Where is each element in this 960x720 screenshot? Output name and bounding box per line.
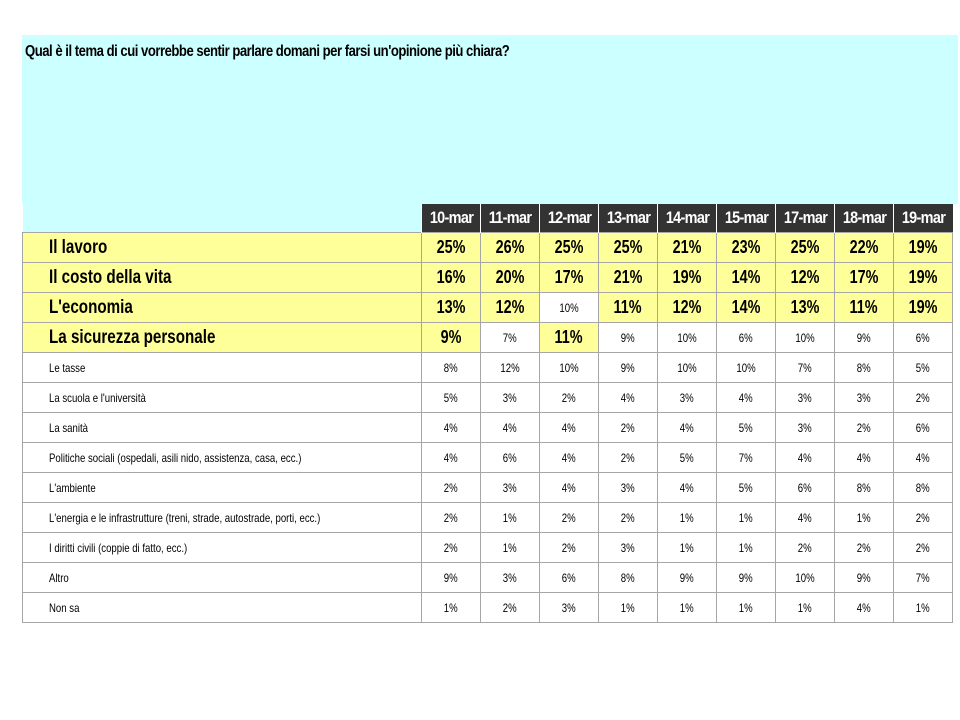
value-cell: 2% — [540, 533, 599, 563]
value-cell: 6% — [894, 323, 953, 353]
value-cell: 9% — [422, 563, 481, 593]
value-cell: 4% — [540, 443, 599, 473]
value-cell: 6% — [776, 473, 835, 503]
table-row — [23, 593, 953, 623]
value-cell: 2% — [776, 533, 835, 563]
value-cell: 3% — [835, 383, 894, 413]
date-header: 17-mar — [776, 204, 835, 233]
value-cell: 5% — [422, 383, 481, 413]
date-header: 14-mar — [658, 204, 717, 233]
value-cell: 20% — [481, 263, 540, 293]
value-cell: 3% — [540, 593, 599, 623]
value-cell: 4% — [835, 443, 894, 473]
value-cell: 4% — [599, 383, 658, 413]
value-cell: 8% — [835, 473, 894, 503]
date-header: 13-mar — [599, 204, 658, 233]
value-cell: 25% — [422, 233, 481, 263]
value-cell: 2% — [422, 503, 481, 533]
value-cell: 12% — [776, 263, 835, 293]
value-cell: 2% — [422, 533, 481, 563]
value-cell: 9% — [658, 563, 717, 593]
value-cell: 26% — [481, 233, 540, 263]
value-cell: 3% — [599, 533, 658, 563]
value-cell: 9% — [835, 563, 894, 593]
value-cell: 4% — [776, 443, 835, 473]
value-cell: 12% — [658, 293, 717, 323]
row-label: La sicurezza personale — [23, 323, 422, 353]
value-cell: 10% — [540, 353, 599, 383]
value-cell: 6% — [894, 413, 953, 443]
table-row — [23, 413, 953, 443]
value-cell: 1% — [717, 533, 776, 563]
date-header: 12-mar — [540, 204, 599, 233]
value-cell: 6% — [481, 443, 540, 473]
value-cell: 9% — [835, 323, 894, 353]
value-cell: 4% — [835, 593, 894, 623]
value-cell: 1% — [776, 593, 835, 623]
value-cell: 1% — [717, 593, 776, 623]
value-cell: 8% — [422, 353, 481, 383]
value-cell: 4% — [422, 443, 481, 473]
value-cell: 13% — [776, 293, 835, 323]
table-row — [23, 563, 953, 593]
value-cell: 7% — [481, 323, 540, 353]
value-cell: 3% — [599, 473, 658, 503]
value-cell: 1% — [658, 503, 717, 533]
value-cell: 8% — [599, 563, 658, 593]
value-cell: 3% — [481, 473, 540, 503]
value-cell: 12% — [481, 293, 540, 323]
value-cell: 3% — [481, 383, 540, 413]
date-header: 18-mar — [835, 204, 894, 233]
value-cell: 4% — [658, 473, 717, 503]
value-cell: 12% — [481, 353, 540, 383]
poll-table — [22, 204, 953, 623]
value-cell: 2% — [894, 503, 953, 533]
row-label: L'economia — [23, 293, 422, 323]
value-cell: 5% — [717, 413, 776, 443]
value-cell: 2% — [599, 413, 658, 443]
date-header: 10-mar — [422, 204, 481, 233]
poll-table-frame — [22, 35, 958, 637]
value-cell: 3% — [481, 563, 540, 593]
value-cell: 6% — [717, 323, 776, 353]
value-cell: 22% — [835, 233, 894, 263]
row-label: Le tasse — [23, 353, 422, 383]
value-cell: 10% — [717, 353, 776, 383]
value-cell: 14% — [717, 263, 776, 293]
value-cell: 14% — [717, 293, 776, 323]
value-cell: 5% — [894, 353, 953, 383]
value-cell: 2% — [540, 383, 599, 413]
value-cell: 2% — [835, 533, 894, 563]
value-cell: 9% — [599, 323, 658, 353]
value-cell: 19% — [658, 263, 717, 293]
value-cell: 4% — [422, 413, 481, 443]
row-label: I diritti civili (coppie di fatto, ecc.) — [23, 533, 422, 563]
value-cell: 2% — [599, 443, 658, 473]
value-cell: 1% — [894, 593, 953, 623]
title-panel — [22, 35, 958, 204]
row-label: L'energia e le infrastrutture (treni, strade, autostrade, porti, ecc.) — [23, 503, 422, 533]
row-label: Politiche sociali (ospedali, asili nido, assistenza, casa, ecc.) — [23, 443, 422, 473]
row-label: Il lavoro — [23, 233, 422, 263]
value-cell: 4% — [717, 383, 776, 413]
value-cell: 25% — [776, 233, 835, 263]
value-cell: 6% — [540, 563, 599, 593]
value-cell: 3% — [658, 383, 717, 413]
value-cell: 1% — [658, 593, 717, 623]
date-header-row — [23, 204, 953, 233]
value-cell: 9% — [422, 323, 481, 353]
table-row — [23, 233, 953, 263]
table-row — [23, 533, 953, 563]
value-cell: 10% — [776, 563, 835, 593]
value-cell: 4% — [540, 413, 599, 443]
row-label: La sanità — [23, 413, 422, 443]
value-cell: 4% — [658, 413, 717, 443]
value-cell: 4% — [481, 413, 540, 443]
value-cell: 10% — [776, 323, 835, 353]
table-row — [23, 323, 953, 353]
value-cell: 25% — [599, 233, 658, 263]
value-cell: 23% — [717, 233, 776, 263]
value-cell: 4% — [776, 503, 835, 533]
value-cell: 2% — [481, 593, 540, 623]
date-header: 19-mar — [894, 204, 953, 233]
value-cell: 17% — [835, 263, 894, 293]
value-cell: 3% — [776, 413, 835, 443]
table-row — [23, 353, 953, 383]
value-cell: 2% — [540, 503, 599, 533]
row-label: Altro — [23, 563, 422, 593]
value-cell: 19% — [894, 263, 953, 293]
value-cell: 2% — [835, 413, 894, 443]
value-cell: 9% — [599, 353, 658, 383]
value-cell: 1% — [599, 593, 658, 623]
table-row — [23, 443, 953, 473]
value-cell: 10% — [658, 353, 717, 383]
date-header: 15-mar — [717, 204, 776, 233]
value-cell: 1% — [717, 503, 776, 533]
table-row — [23, 293, 953, 323]
value-cell: 2% — [422, 473, 481, 503]
value-cell: 1% — [835, 503, 894, 533]
date-header: 11-mar — [481, 204, 540, 233]
value-cell: 8% — [835, 353, 894, 383]
value-cell: 1% — [422, 593, 481, 623]
table-row — [23, 263, 953, 293]
value-cell: 7% — [894, 563, 953, 593]
table-row — [23, 503, 953, 533]
value-cell: 10% — [658, 323, 717, 353]
value-cell: 10% — [540, 293, 599, 323]
table-row — [23, 383, 953, 413]
value-cell: 25% — [540, 233, 599, 263]
row-label: La scuola e l'università — [23, 383, 422, 413]
value-cell: 9% — [717, 563, 776, 593]
value-cell: 7% — [717, 443, 776, 473]
value-cell: 21% — [599, 263, 658, 293]
value-cell: 5% — [717, 473, 776, 503]
value-cell: 3% — [776, 383, 835, 413]
value-cell: 2% — [894, 383, 953, 413]
value-cell: 8% — [894, 473, 953, 503]
value-cell: 19% — [894, 293, 953, 323]
value-cell: 11% — [599, 293, 658, 323]
table-row — [23, 473, 953, 503]
value-cell: 4% — [540, 473, 599, 503]
value-cell: 7% — [776, 353, 835, 383]
value-cell: 1% — [481, 503, 540, 533]
value-cell: 16% — [422, 263, 481, 293]
row-label: L'ambiente — [23, 473, 422, 503]
value-cell: 4% — [894, 443, 953, 473]
header-corner — [23, 204, 422, 233]
row-label: Non sa — [23, 593, 422, 623]
value-cell: 11% — [835, 293, 894, 323]
page-title: Qual è il tema di cui vorrebbe sentir parlare domani per farsi un'opinione più chiara? — [25, 43, 510, 60]
row-label: Il costo della vita — [23, 263, 422, 293]
value-cell: 21% — [658, 233, 717, 263]
value-cell: 17% — [540, 263, 599, 293]
value-cell: 2% — [894, 533, 953, 563]
value-cell: 11% — [540, 323, 599, 353]
value-cell: 19% — [894, 233, 953, 263]
value-cell: 1% — [481, 533, 540, 563]
value-cell: 1% — [658, 533, 717, 563]
value-cell: 2% — [599, 503, 658, 533]
value-cell: 13% — [422, 293, 481, 323]
value-cell: 5% — [658, 443, 717, 473]
